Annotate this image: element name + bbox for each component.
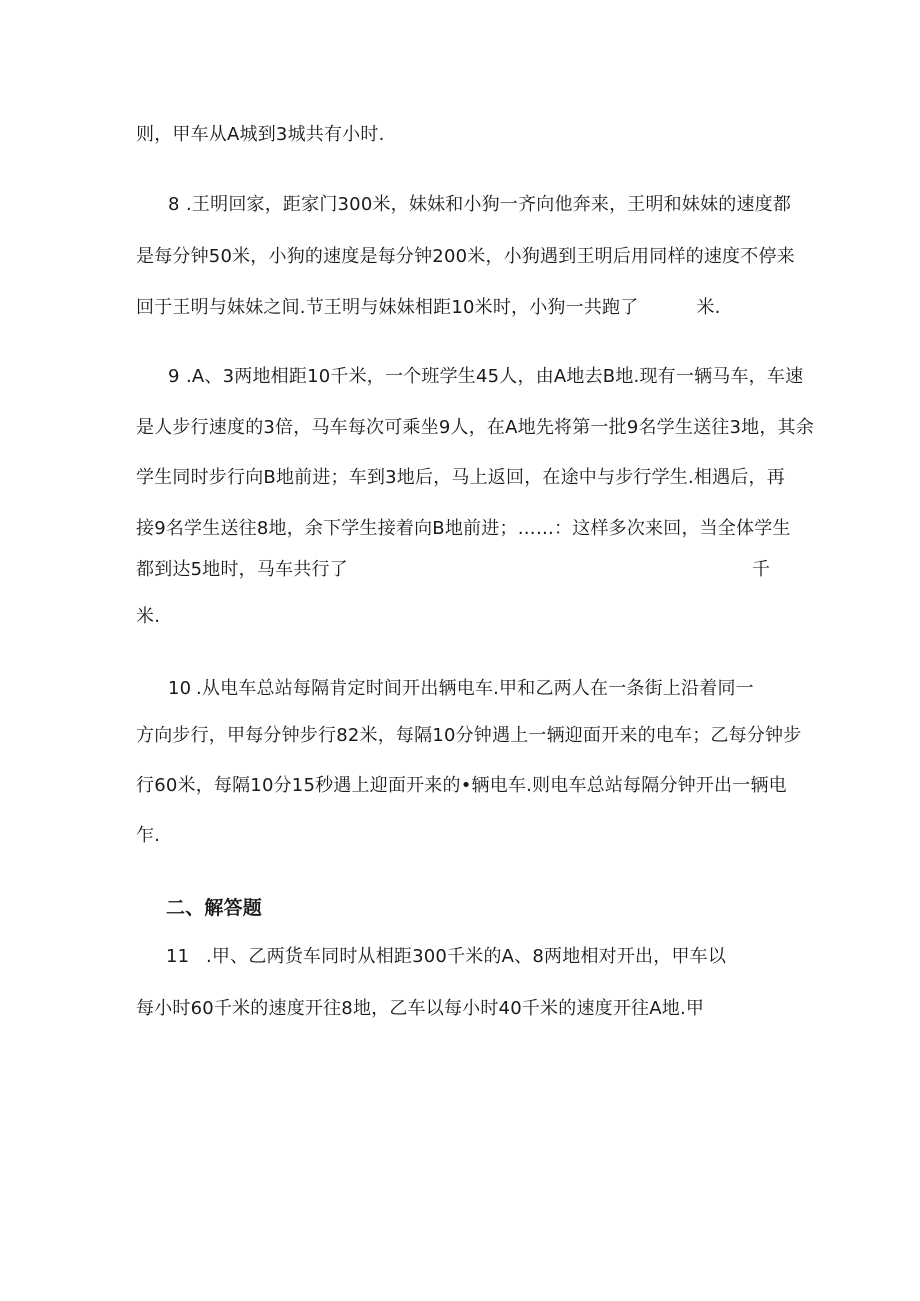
q9-line-3 bbox=[136, 467, 785, 489]
section-2-heading bbox=[166, 897, 262, 919]
q9-line-6 bbox=[136, 606, 160, 628]
q9-number: 9 bbox=[168, 366, 180, 387]
q9-text-1: .A、3两地相距10千米，一个班学生45人，由A地去B地.现有一辆马车，车速 bbox=[186, 366, 804, 387]
q9-text-6: 米. bbox=[136, 606, 161, 627]
q10-text-2: 方向步行，甲每分钟步行82米，每隔10分钟遇上一辆迎面开来的电车；乙每分钟步 bbox=[136, 725, 802, 746]
q8-text-1: .王明回家，距家门300米，妹妹和小狗一齐向他奔来，王明和妹妹的速度都 bbox=[186, 194, 792, 215]
q8-line-2 bbox=[136, 246, 795, 268]
q10-line-1 bbox=[168, 678, 754, 700]
q10-text-1: .从电车总站每隔肯定时间开出辆电车.甲和乙两人在一条街上沿着同一 bbox=[196, 678, 754, 699]
q9-line-2 bbox=[136, 417, 814, 439]
q9-line-4 bbox=[136, 518, 791, 540]
q9-line-1 bbox=[168, 366, 803, 388]
q8-line-3 bbox=[136, 297, 721, 319]
q9-text-5b: 千 bbox=[752, 559, 771, 580]
q8-number: 8 bbox=[168, 194, 180, 215]
q10-line-2 bbox=[136, 725, 801, 747]
q10-line-3 bbox=[136, 775, 787, 797]
q7-text: 则，甲车从A城到3城共有小时. bbox=[136, 124, 385, 145]
q9-line-5 bbox=[136, 559, 348, 581]
q11-number: 11 bbox=[166, 946, 190, 967]
q10-text-4: 乍. bbox=[136, 825, 161, 846]
q9-text-5a: 都到达5地时，马车共行了 bbox=[136, 559, 348, 580]
q9-text-4: 接9名学生送往8地，余下学生接着向B地前进；……：这样多次来回，当全体学生 bbox=[136, 518, 791, 539]
q8-text-3b: 米. bbox=[696, 297, 721, 318]
section-2-title: 二、解答题 bbox=[166, 897, 263, 919]
q9-text-3: 学生同时步行向B地前进；车到3地后，马上返回，在途中与步行学生.相遇后，再 bbox=[136, 467, 785, 488]
q11-line-1 bbox=[166, 946, 726, 968]
q9-line-5-end bbox=[752, 559, 770, 581]
q10-line-4 bbox=[136, 825, 160, 847]
q8-line-1 bbox=[168, 194, 791, 216]
q7-final-line bbox=[136, 124, 385, 146]
q9-text-2: 是人步行速度的3倍，马车每次可乘坐9人，在A地先将第一批9名学生送往3地，其余 bbox=[136, 417, 814, 438]
q10-text-3: 行60米，每隔10分15秒遇上迎面开来的•辆电车.则电车总站每隔分钟开出一辆电 bbox=[136, 775, 787, 796]
q8-text-3a: 回于王明与妹妹之间.节王明与妹妹相距10米时，小狗一共跑了 bbox=[136, 297, 639, 318]
q11-text-1: .甲、乙两货车同时从相距300千米的A、8两地相对开出，甲车以 bbox=[206, 946, 727, 967]
q8-text-2: 是每分钟50米，小狗的速度是每分钟200米，小狗遇到王明后用同样的速度不停来 bbox=[136, 246, 795, 267]
q11-line-2 bbox=[136, 998, 704, 1020]
q10-number: 10 bbox=[168, 678, 192, 699]
q11-text-2: 每小时60千米的速度开往8地，乙车以每小时40千米的速度开往A地.甲 bbox=[136, 998, 705, 1019]
